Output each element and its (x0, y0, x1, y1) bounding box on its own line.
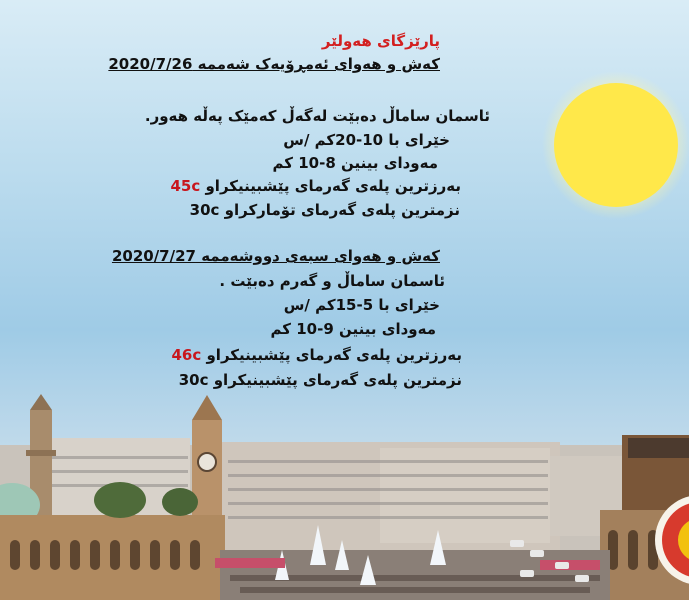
day2-heading: کەش و هەوای سبەی دووشەممە 2020/7/27 (111, 247, 440, 265)
day2-sky: ئاسمان ساماڵ و گەرم دەبێت . (219, 272, 445, 290)
day2-wind: خێرای با 5-15کم /س (283, 296, 440, 314)
day2-max (100, 346, 462, 364)
day1-min-label: نزمترین پلەی گەرمای تۆمارکراو (224, 201, 460, 219)
day1-max (100, 177, 461, 195)
day1-min-value: 30c (189, 201, 220, 219)
day1-sky: ئاسمان ساماڵ دەبێت لەگەڵ کەمێک پەڵە هەور. (144, 107, 490, 125)
day2-max-value: 46c (171, 346, 202, 364)
day2-visibility: مەودای بینین 9-10 کم (270, 320, 436, 338)
sun-icon (540, 70, 689, 220)
day2-min-value: 30c (178, 371, 209, 389)
day2-min (100, 371, 462, 389)
day1-max-value: 45c (170, 177, 201, 195)
day1-heading: کەش و هەوای ئەمڕۆیەک شەممە 2020/7/26 (108, 55, 440, 73)
page-title: پارێزگای هەولێر (321, 32, 440, 50)
day1-max-label: بەرزترین پلەی گەرمای پێشبینیکراو (205, 177, 461, 195)
day1-min (100, 201, 460, 219)
day1-visibility: مەودای بینین 8-10 کم (272, 154, 438, 172)
day2-min-label: نزمترین پلەی گەرمای پێشبینیکراو (213, 371, 462, 389)
city-skyline-image (0, 390, 689, 600)
day2-max-label: بەرزترین پلەی گەرمای پێشبینیکراو (206, 346, 462, 364)
day1-wind: خێرای با 10-20کم /س (283, 131, 450, 149)
